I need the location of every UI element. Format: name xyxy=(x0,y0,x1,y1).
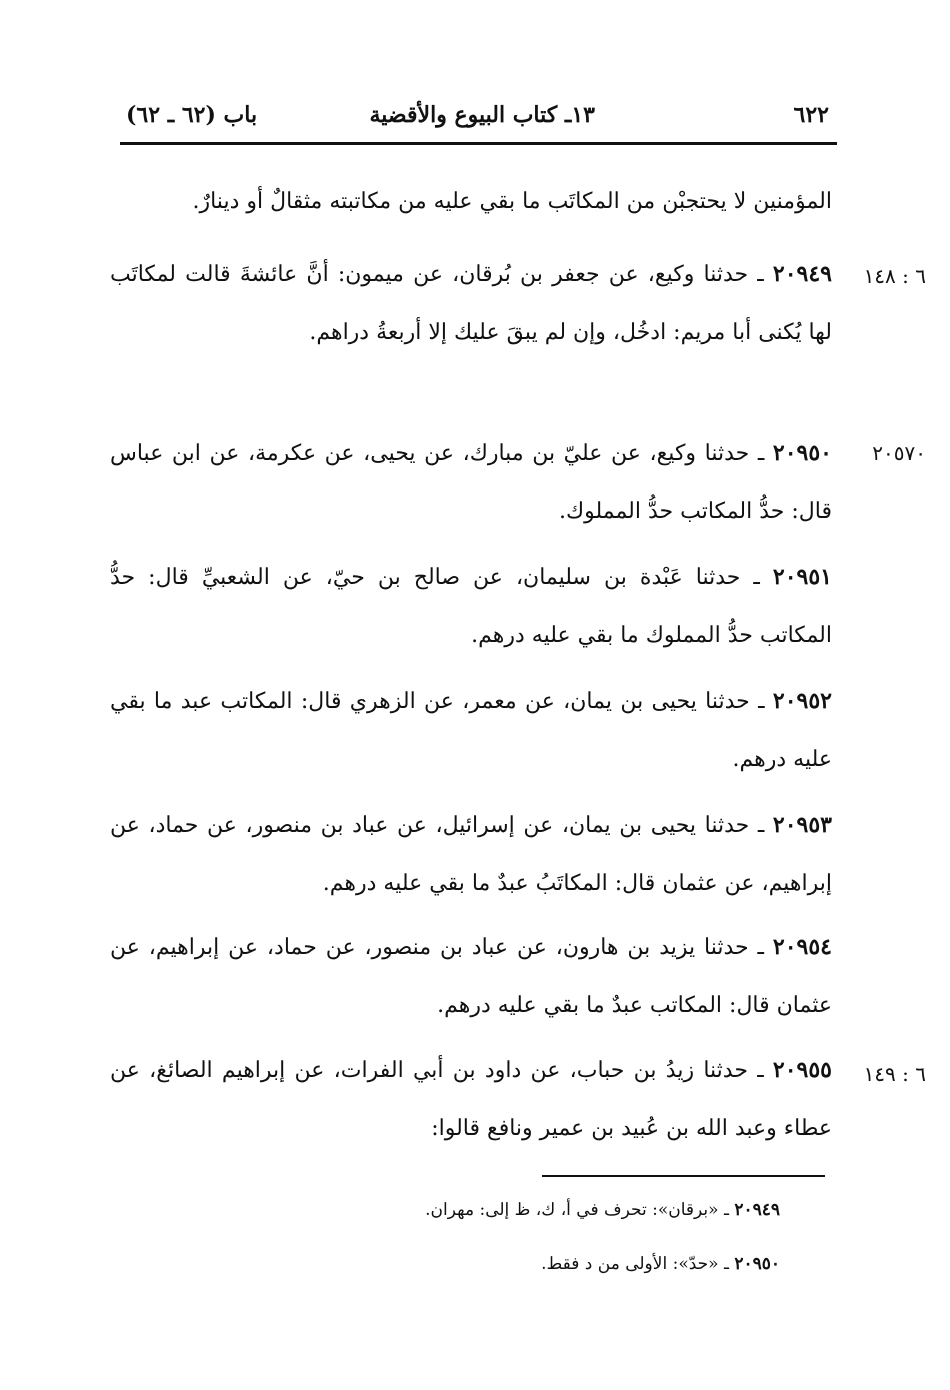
hadith-number: ٢٠٩٥٥ xyxy=(772,1057,832,1083)
hadith-number: ٢٠٩٥٠ xyxy=(772,440,832,466)
hadith-text: ـ حدثنا وكيع، عن عليّ بن مبارك، عن يحيى، عن عكرمة، عن ابن عباس قال: حدُّ المكاتب حدُّ المملوك. xyxy=(110,441,832,524)
footnote-text: ـ «حدّ»: الأولى من د فقط. xyxy=(541,1254,735,1274)
margin-reference: ٦ : ١٤٩ xyxy=(863,1062,926,1086)
page-header xyxy=(122,98,835,138)
hadith-text: ـ حدثنا وكيع، عن جعفر بن بُرقان، عن ميمون: أنَّ عائشةَ قالت لمكاتَب لها يُكنى أبا مريم: ادخُل، وإن لم يبقَ عليك إلا أربعةُ دراهم. xyxy=(110,262,832,345)
continuation-text: المؤمنين لا يحتجبْن من المكاتَب ما بقي عليه من مكاتبته مثقالٌ أو دينارٌ. xyxy=(192,189,832,214)
hadith-text: ـ حدثنا يحيى بن يمان، عن إسرائيل، عن عباد بن منصور، عن حماد، عن إبراهيم، عن عثمان قال: المكاتَبُ عبدٌ ما بقي عليه درهم. xyxy=(110,813,832,896)
page-number: ٦٢٢ xyxy=(793,102,829,128)
hadith-entry xyxy=(110,245,832,362)
footnote-text: ـ «برقان»: تحرف في أ، ك، ظ إلى: مهران. xyxy=(425,1200,735,1220)
hadith-text: ـ حدثنا عَبْدة بن سليمان، عن صالح بن حيّ، عن الشعبيِّ قال: حدُّ المكاتب حدُّ المملوك ما بقي عليه درهم. xyxy=(110,565,832,648)
hadith-text: ـ حدثنا زيدُ بن حباب، عن داود بن أبي الفرات، عن إبراهيم الصائغ، عن عطاء وعبد الله بن عُبيد بن عمير ونافع قالوا: xyxy=(110,1058,832,1141)
hadith-text: ـ حدثنا يزيد بن هارون، عن عباد بن منصور، عن حماد، عن إبراهيم، عن عثمان قال: المكاتب عبدٌ ما بقي عليه درهم. xyxy=(110,935,832,1018)
margin-reference: ٦ : ١٤٨ xyxy=(863,264,926,288)
hadith-entry xyxy=(110,1041,832,1158)
hadith-entry xyxy=(110,918,832,1035)
footnote-number: ٢٠٩٥٠ xyxy=(734,1254,780,1274)
header-rule xyxy=(120,142,837,145)
hadith-entry xyxy=(110,672,832,789)
margin-reference: ٢٠٥٧٠ xyxy=(872,441,926,465)
hadith-entry xyxy=(110,548,832,665)
chapter-label: باب (٦٢ ـ ٦٢) xyxy=(126,102,258,128)
hadith-entry xyxy=(110,796,832,913)
hadith-number: ٢٠٩٥٣ xyxy=(772,812,832,838)
footnote xyxy=(300,1200,780,1220)
footnote-number: ٢٠٩٤٩ xyxy=(734,1200,780,1220)
book-title: ١٣ـ كتاب البيوع والأقضية xyxy=(369,102,595,128)
hadith-number: ٢٠٩٥٢ xyxy=(772,688,832,714)
footnote-rule xyxy=(542,1175,825,1177)
hadith-number: ٢٠٩٤٩ xyxy=(772,261,832,287)
hadith-entry xyxy=(110,424,832,541)
hadith-number: ٢٠٩٥٤ xyxy=(772,934,832,960)
footnote xyxy=(300,1254,780,1274)
hadith-text: ـ حدثنا يحيى بن يمان، عن معمر، عن الزهري قال: المكاتب عبد ما بقي عليه درهم. xyxy=(110,689,832,772)
hadith-number: ٢٠٩٥١ xyxy=(772,564,832,590)
